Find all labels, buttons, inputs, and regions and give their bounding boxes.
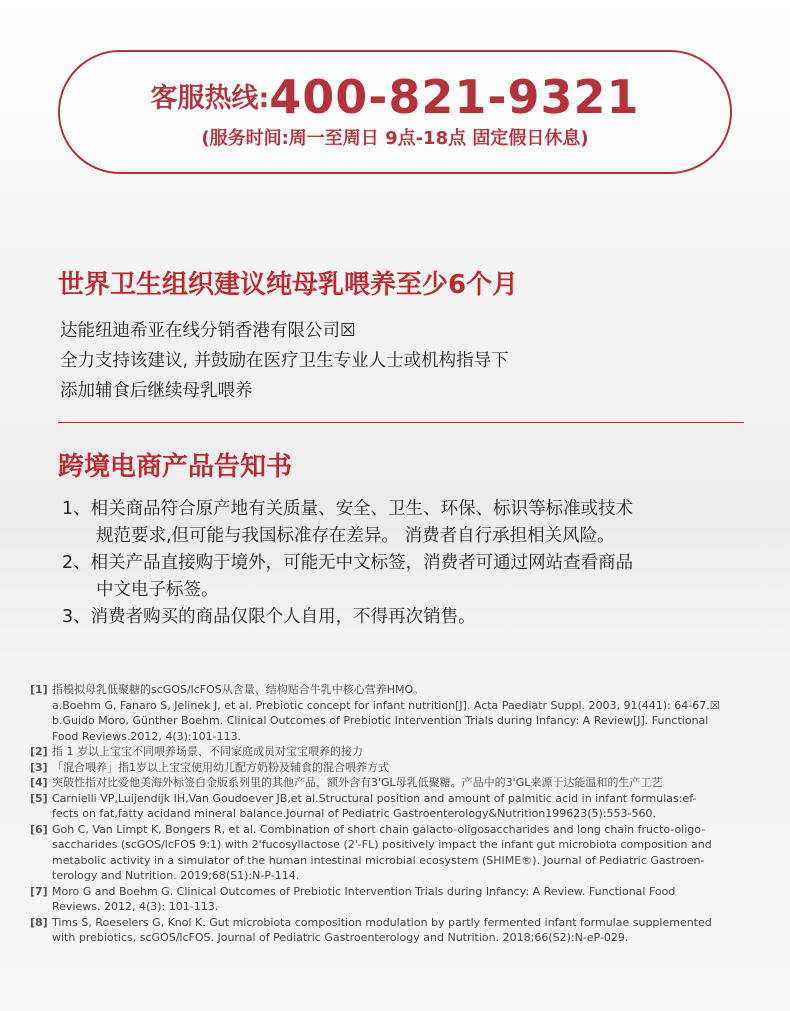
reference-number: [2] xyxy=(30,745,48,758)
reference-line: fects on fat,fatty acidand mineral balance.Journal of Pediatric Gastroenterology&Nutrition199623(5):553-560. xyxy=(52,807,657,820)
reference-number: [3] xyxy=(30,760,48,774)
reference-line: Moro G and Boehm G. Clinical Outcomes of Prebiotic Intervention Trials during Infancy: A Review. Functional Food xyxy=(52,884,676,898)
who-line: 全力支持该建议, 并鼓励在医疗卫生专业人士或机构指导下 xyxy=(60,351,509,371)
notice-list xyxy=(62,496,762,631)
reference-text xyxy=(52,884,765,915)
reference-text xyxy=(52,760,765,776)
references xyxy=(30,682,765,946)
reference-text xyxy=(52,791,765,822)
hotline-label: 客服热线: xyxy=(150,83,270,114)
hotline-hours: (服务时间:周一至周日 9点-18点 固定假日休息) xyxy=(201,128,589,149)
who-section-title: 世界卫生组织建议纯母乳喂养至少6个月 xyxy=(58,270,519,300)
reference-item xyxy=(30,791,765,822)
notice-item xyxy=(62,604,762,631)
reference-line: 突破性指对比爱他美海外标签白金版系列里的其他产品，额外含有3'GL母乳低聚糖。产品中的3'GL来源于达能温和的生产工艺 xyxy=(52,776,663,789)
who-line: 达能纽迪希亚在线分销香港有限公司☒ xyxy=(60,321,356,341)
reference-line: with prebiotics, scGOS/lcFOS. Journal of Pediatric Gastroenterology and Nutrition. 2018;66(S2):N-eP-029. xyxy=(52,931,629,944)
reference-item xyxy=(30,822,765,884)
reference-line: terology and Nutrition. 2019;68(S1):N-P-114. xyxy=(52,869,300,882)
notice-item-text: 3、消费者购买的商品仅限个人自用，不得再次销售。 xyxy=(62,607,476,627)
notice-item-text: 2、相关产品直接购于境外，可能无中文标签，消费者可通过网站查看商品 xyxy=(62,553,634,573)
reference-number: [8] xyxy=(30,915,48,929)
section-divider xyxy=(58,422,744,423)
notice-item-continuation: 规范要求,但可能与我国标准存在差异。 消费者自行承担相关风险。 xyxy=(96,526,615,546)
reference-line: a.Boehm G, Fanaro S, Jelinek J, et al. Prebiotic concept for infant nutrition[J]. Acta Paediatr Suppl. 2003, 91(441): 64-67.☒ xyxy=(52,698,720,712)
reference-line: Goh C, Van Limpt K, Bongers R, et al. Combination of short chain galacto-oligosaccharides and long chain fructo-oligo- xyxy=(52,822,706,836)
reference-number: [6] xyxy=(30,822,48,836)
notice-item xyxy=(62,550,762,604)
reference-line: Carnielli VP,Luijendijk IH,Van Goudoever JB,et al.Structural position and amount of palmitic acid in infant formulas:ef- xyxy=(52,791,697,805)
hotline-number[interactable]: 400-821-9321 xyxy=(269,70,640,124)
reference-line: 指 1 岁以上宝宝不同喂养场景、不同家庭成员对宝宝喂养的接力 xyxy=(52,745,363,758)
hotline-line xyxy=(60,70,730,124)
reference-number: [4] xyxy=(30,776,48,789)
reference-item xyxy=(30,884,765,915)
reference-text xyxy=(52,915,765,946)
reference-line: 指模拟母乳低聚糖的scGOS/lcFOS从含量、结构贴合牛乳中核心营养HMO。 xyxy=(52,683,425,696)
reference-text xyxy=(52,822,765,884)
notice-item xyxy=(62,496,762,550)
reference-text xyxy=(52,682,765,744)
who-section-body xyxy=(60,316,509,406)
reference-item xyxy=(30,915,765,946)
reference-item xyxy=(30,682,765,744)
reference-line: saccharides (scGOS/lcFOS 9:1) with 2'fucosyllactose (2'-FL) positively impact the infant gut microbiota composition and xyxy=(52,838,712,851)
reference-text xyxy=(52,775,765,791)
reference-number: [1] xyxy=(30,683,48,696)
reference-text xyxy=(52,744,765,760)
notice-item-text: 1、相关商品符合原产地有关质量、安全、卫生、环保、标识等标准或技术 xyxy=(62,499,634,519)
who-line: 添加辅食后继续母乳喂养 xyxy=(60,381,253,401)
reference-line: b.Guido Moro, Günther Boehm. Clinical Outcomes of Prebiotic Intervention Trials during Infancy: A Review[J]. Functional xyxy=(52,714,709,727)
notice-title: 跨境电商产品告知书 xyxy=(58,452,293,482)
reference-line: Food Reviews.2012, 4(3):101-113. xyxy=(52,729,242,743)
notice-item-continuation: 中文电子标签。 xyxy=(96,580,219,600)
hotline-box xyxy=(58,50,732,174)
reference-item xyxy=(30,744,765,760)
reference-line: Reviews. 2012, 4(3): 101-113. xyxy=(52,900,219,913)
reference-item xyxy=(30,760,765,776)
reference-number: [7] xyxy=(30,884,48,898)
reference-line: metabolic activity in a simulator of the human intestinal microbial ecosystem (SHIME®). Journal of Pediatric Gastroen- xyxy=(52,853,705,867)
reference-item xyxy=(30,775,765,791)
reference-line: 「混合喂养」指1岁以上宝宝使用幼儿配方奶粉及辅食的混合喂养方式 xyxy=(52,760,389,774)
reference-line: Tims S, Roeselers G, Knol K. Gut microbiota composition modulation by partly fermented infant formulae supplemented xyxy=(52,915,712,929)
reference-number: [5] xyxy=(30,791,48,805)
